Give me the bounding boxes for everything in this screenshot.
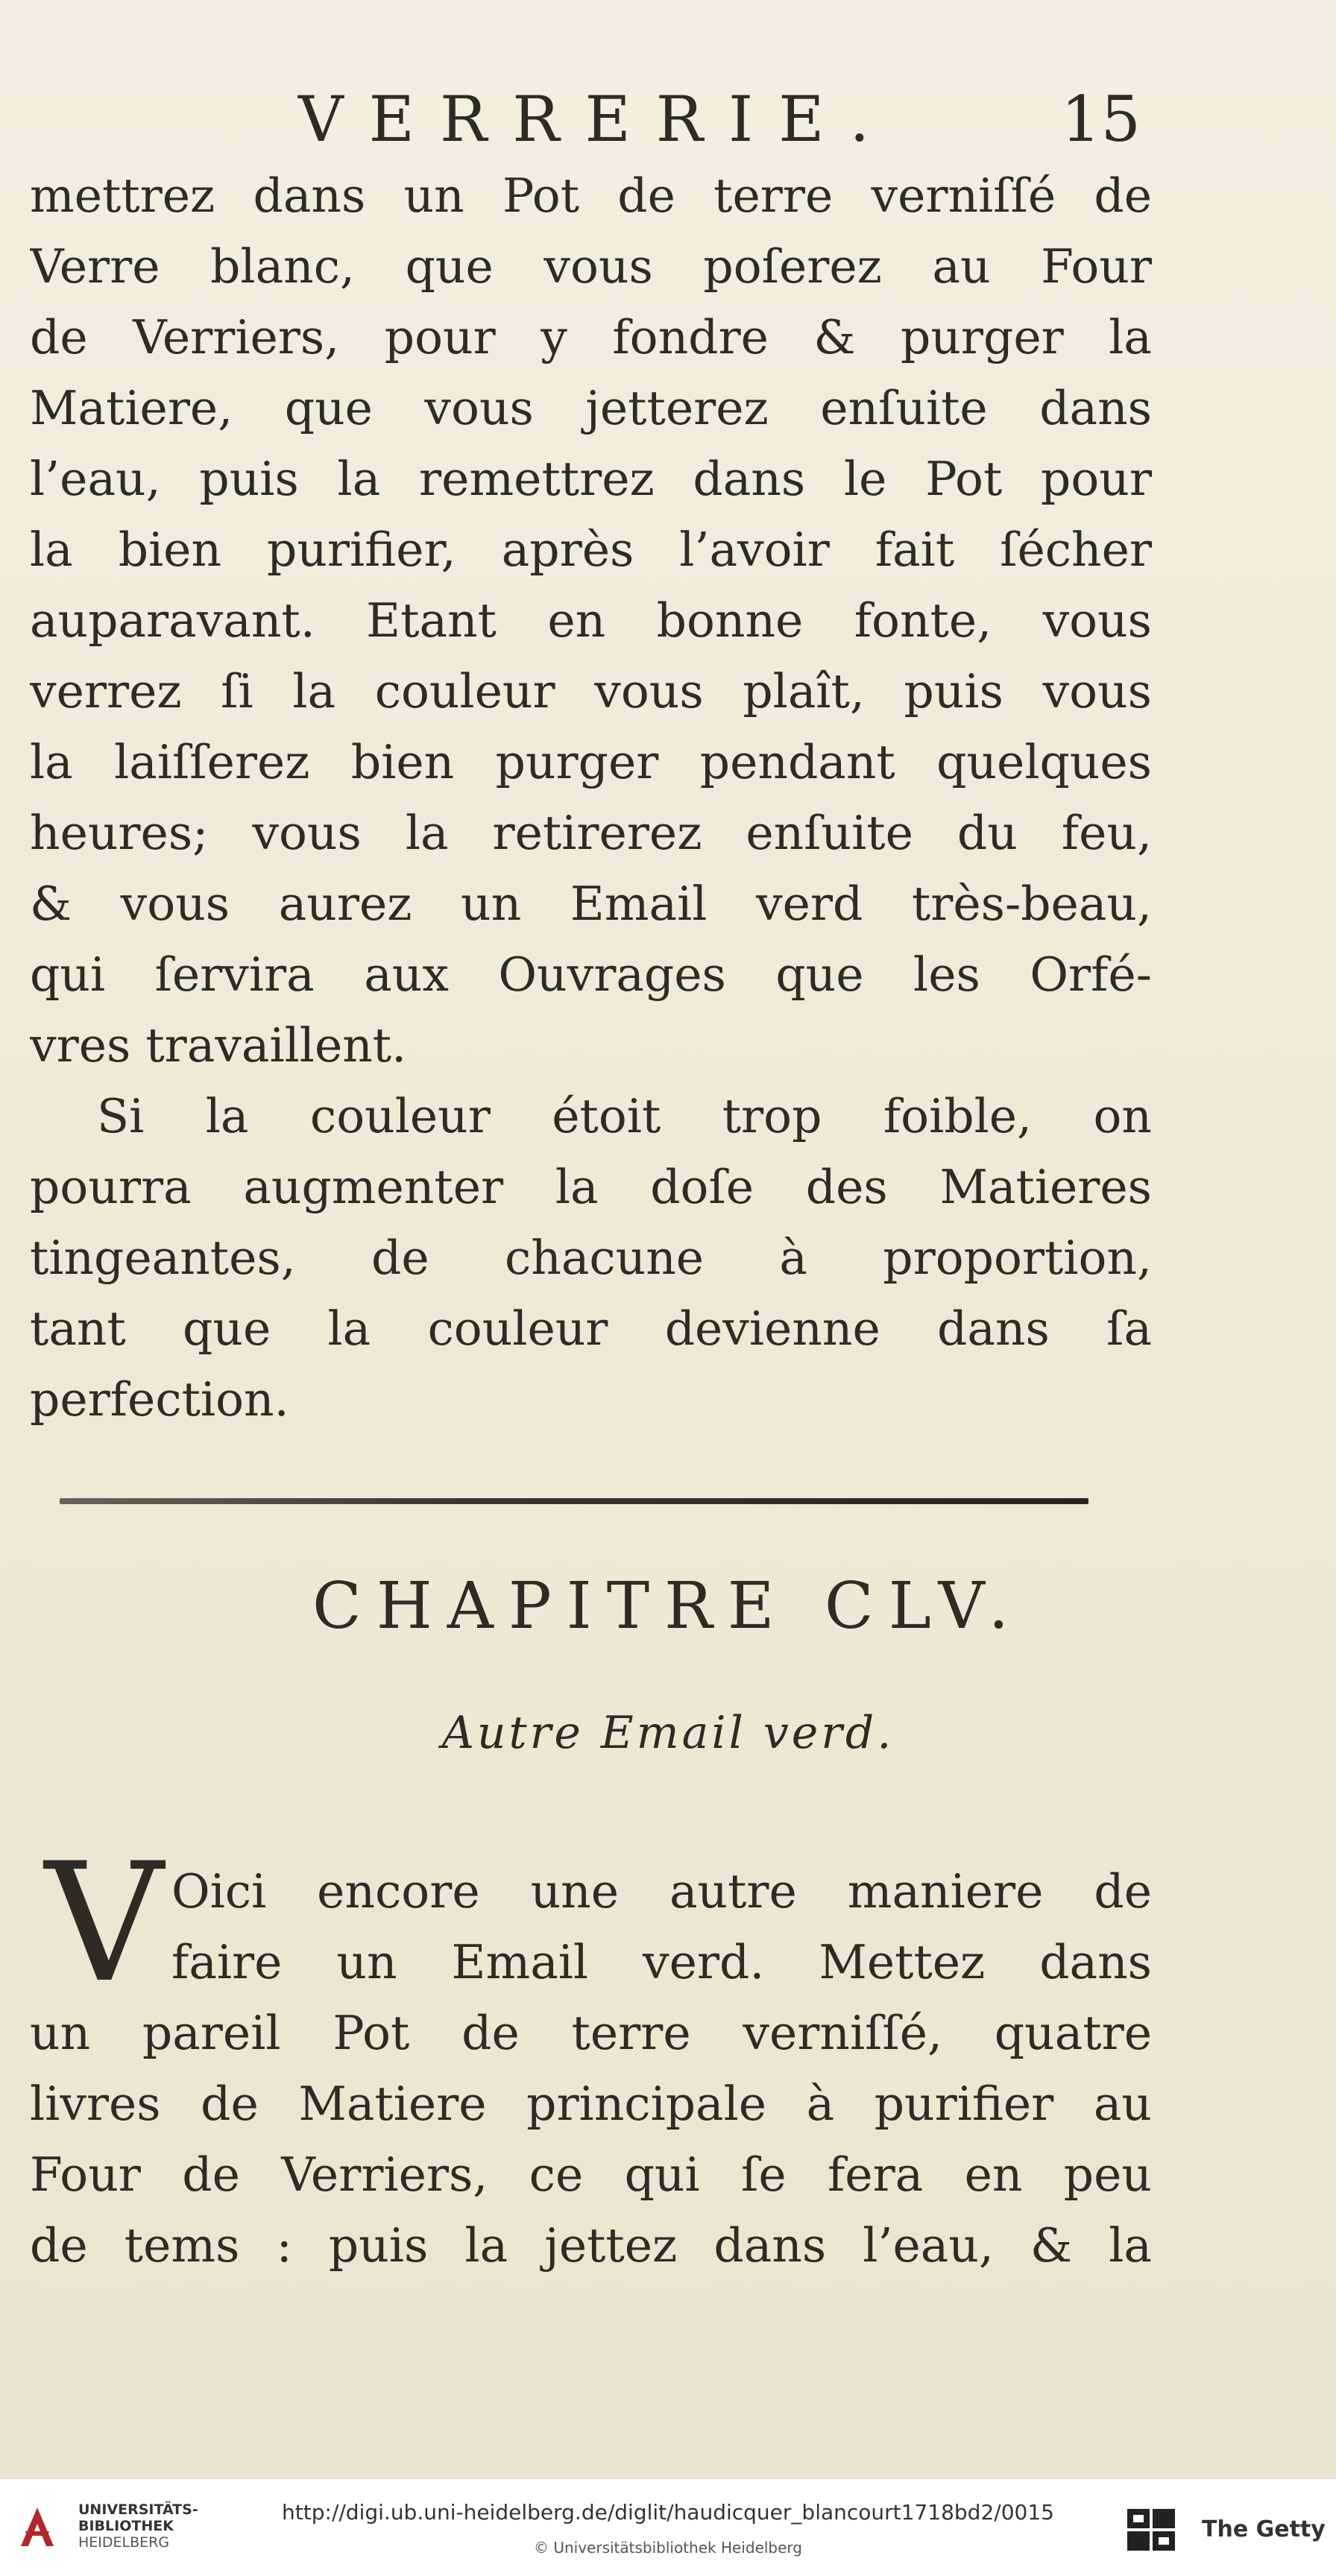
text-line: Si la couleur étoit trop foible, on	[97, 1089, 1152, 1143]
text-line: la laiſſerez bien purger pendant quelques	[30, 735, 1152, 789]
getty-label: The Getty	[1202, 2516, 1326, 2542]
text-line: tingeantes, de chacune à proportion,	[30, 1231, 1152, 1285]
university-name-line3: HEIDELBERG	[78, 2534, 170, 2551]
copyright-notice: © Universitätsbibliothek Heidelberg	[533, 2539, 802, 2557]
text-line: de tems : puis la jettez dans l’eau, & la	[30, 2218, 1152, 2273]
running-head: VERRERIE.	[298, 83, 895, 156]
text-line: auparavant. Etant en bonne fonte, vous	[30, 593, 1152, 648]
text-line: pourra augmenter la doſe des Matieres	[30, 1160, 1152, 1214]
text-line: de Verriers, pour y fondre & purger la	[30, 310, 1152, 364]
text-line: perfection.	[30, 1372, 289, 1427]
chapter-paragraph	[30, 1828, 1152, 2281]
body-paragraphs	[30, 160, 1152, 1435]
text-line: verrez ſi la couleur vous plaît, puis vous	[30, 664, 1152, 719]
text-line: tant que la couleur devienne dans ſa	[30, 1301, 1152, 1356]
drop-cap: V	[45, 1828, 163, 2018]
text-line: heures; vous la retirerez enſuite du feu,	[30, 806, 1152, 860]
text-line: la bien purifier, après l’avoir fait ſécher	[30, 523, 1152, 577]
permalink-url[interactable]: http://digi.ub.uni-heidelberg.de/diglit/haudicquer_blancourt1718bd2/0015	[282, 2500, 1054, 2525]
chapter-subtitle: Autre Email verd.	[441, 1707, 895, 1759]
text-line: Oici encore une autre maniere de	[171, 1864, 1152, 1919]
text-line: & vous aurez un Email verd très-beau,	[30, 877, 1152, 931]
university-name-line1: UNIVERSITÄTS-	[78, 2501, 198, 2518]
text-line: l’eau, puis la remettrez dans le Pot pour	[30, 452, 1152, 506]
getty-logo-icon	[1126, 2507, 1178, 2554]
text-line: Four de Verriers, ce qui ſe fera en peu	[30, 2147, 1152, 2202]
university-name-line2: BIBLIOTHEK	[78, 2518, 174, 2534]
text-line: mettrez dans un Pot de terre verniſſé de	[30, 168, 1152, 223]
ornamental-rule	[60, 1498, 1088, 1504]
text-line: Verre blanc, que vous poſerez au Four	[30, 239, 1152, 294]
text-line: un pareil Pot de terre verniſſé, quatre	[30, 2006, 1152, 2060]
page-number: 15	[1061, 83, 1141, 156]
text-line: vres travaillent.	[30, 1018, 407, 1073]
page-header	[298, 75, 1141, 164]
viewer-footer	[0, 2478, 1336, 2576]
text-line: livres de Matiere principale à purifier au	[30, 2077, 1152, 2131]
chapter-title: CHAPITRE CLV.	[312, 1569, 1024, 1644]
text-line: faire un Email verd. Mettez dans	[171, 1935, 1152, 1989]
text-line: qui ſervira aux Ouvrages que les Orfé-	[30, 947, 1152, 1002]
text-line: Matiere, que vous jetterez enſuite dans	[30, 381, 1152, 435]
